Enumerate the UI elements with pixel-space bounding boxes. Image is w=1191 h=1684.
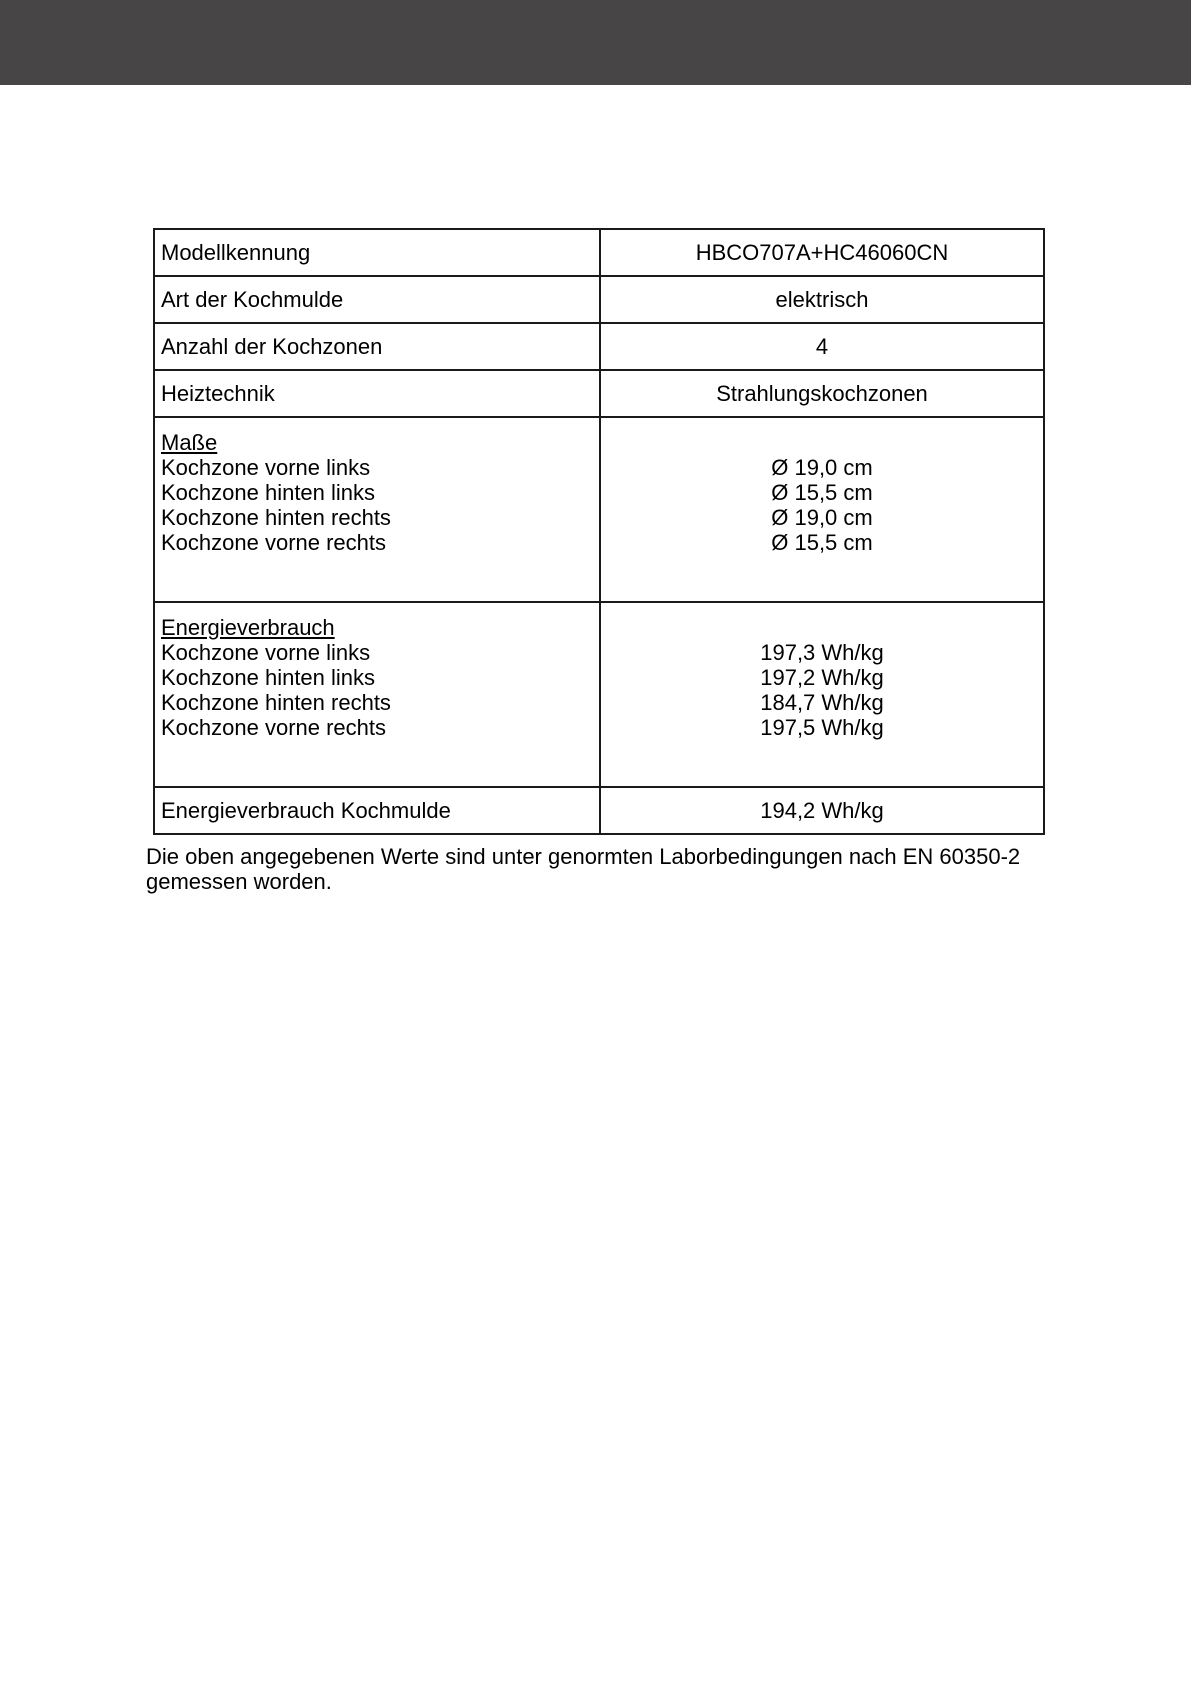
hob-type-label: Art der Kochmulde (154, 276, 600, 323)
energy-zone-value: 197,5 Wh/kg (760, 715, 884, 740)
dimensions-zone-value: Ø 19,0 cm (771, 455, 873, 480)
dimensions-zone-label: Kochzone hinten rechts (161, 505, 391, 530)
energy-values (600, 602, 1044, 787)
energy-total-value: 194,2 Wh/kg (600, 787, 1044, 834)
dimensions-zone-value: Ø 19,0 cm (771, 505, 873, 530)
energy-zone-label: Kochzone vorne links (161, 640, 371, 665)
energy-labels (154, 602, 600, 787)
zone-count-value: 4 (600, 323, 1044, 370)
energy-zone-value: 197,3 Wh/kg (760, 640, 884, 665)
dimensions-zone-label: Kochzone vorne links (161, 455, 371, 480)
model-label: Modellkennung (154, 229, 600, 276)
energy-spacer (607, 615, 1037, 640)
row-energy-total (154, 787, 1044, 834)
zone-count-label: Anzahl der Kochzonen (154, 323, 600, 370)
dimensions-zone-value: Ø 15,5 cm (771, 530, 873, 555)
row-energy (154, 602, 1044, 787)
dimensions-zone-label: Kochzone vorne rechts (161, 530, 387, 555)
dimensions-spacer (607, 430, 1037, 455)
footnote-line: gemessen worden. (146, 869, 332, 894)
energy-heading: Energieverbrauch (161, 615, 335, 640)
energy-zone-label: Kochzone vorne rechts (161, 715, 387, 740)
energy-zone-label: Kochzone hinten rechts (161, 690, 391, 715)
row-model (154, 229, 1044, 276)
energy-zone-value: 197,2 Wh/kg (760, 665, 884, 690)
dimensions-zone-value: Ø 15,5 cm (771, 480, 873, 505)
energy-zone-value: 184,7 Wh/kg (760, 690, 884, 715)
spec-table (153, 228, 1045, 835)
dimensions-heading: Maße (161, 430, 218, 455)
dimensions-values (600, 417, 1044, 602)
energy-zone-label: Kochzone hinten links (161, 665, 376, 690)
footnote-line: Die oben angegebenen Werte sind unter genormten Laborbedingungen nach EN 60350-2 (146, 844, 1021, 869)
footnote (146, 844, 1046, 894)
header-bar (0, 0, 1191, 85)
heating-value: Strahlungskochzonen (600, 370, 1044, 417)
row-zone-count (154, 323, 1044, 370)
energy-total-label: Energieverbrauch Kochmulde (154, 787, 600, 834)
row-hob-type (154, 276, 1044, 323)
row-dimensions (154, 417, 1044, 602)
row-heating (154, 370, 1044, 417)
dimensions-labels (154, 417, 600, 602)
dimensions-zone-label: Kochzone hinten links (161, 480, 376, 505)
hob-type-value: elektrisch (600, 276, 1044, 323)
model-value: HBCO707A+HC46060CN (600, 229, 1044, 276)
heating-label: Heiztechnik (154, 370, 600, 417)
